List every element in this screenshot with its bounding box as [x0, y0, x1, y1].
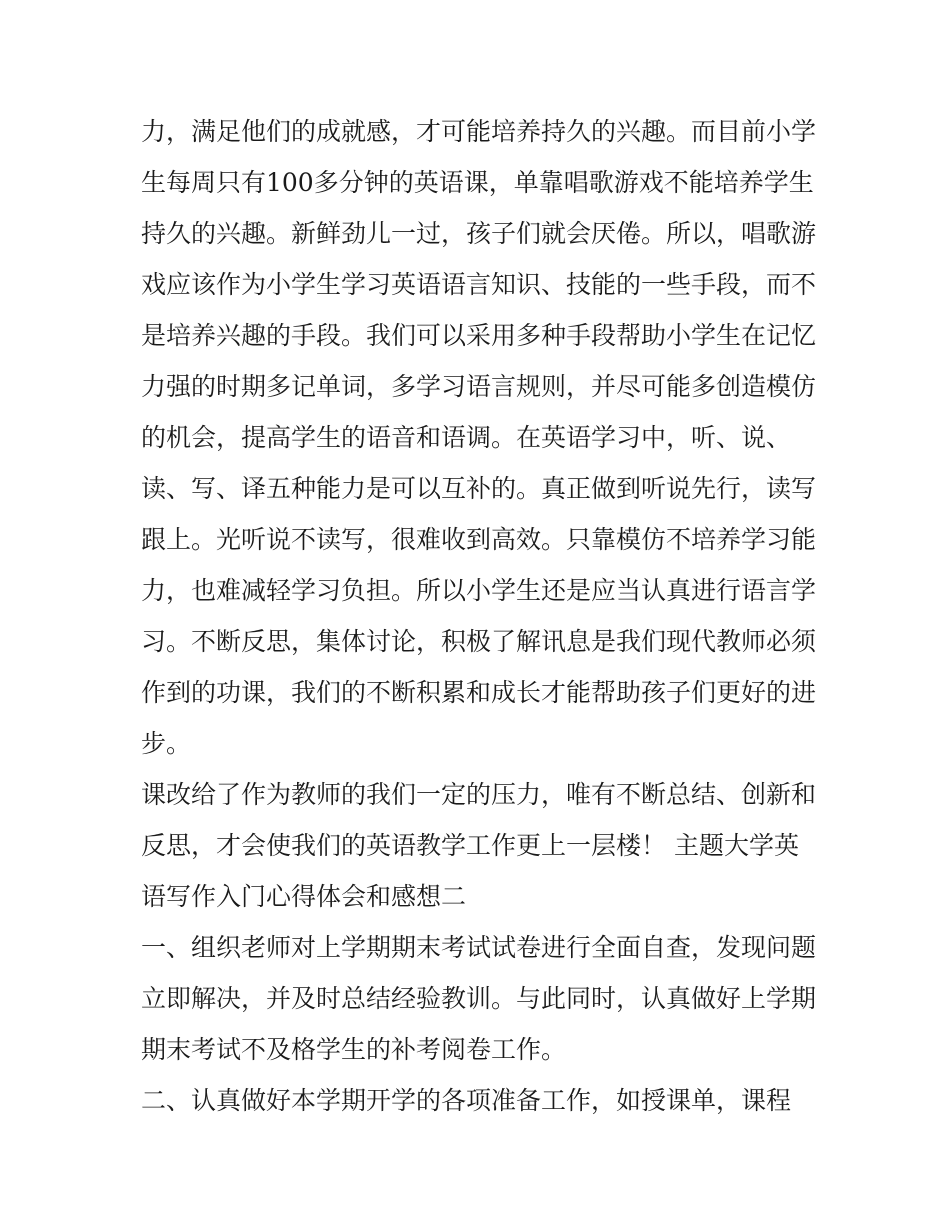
text-line: 力，也难减轻学习负担。所以小学生还是应当认真进行语言学 — [141, 576, 817, 605]
text-line: 生每周只有100多分钟的英语课，单靠唱歌游戏不能培养学生 — [141, 168, 814, 197]
text-line: 课改给了作为教师的我们一定的压力，唯有不断总结、创新和 — [141, 780, 817, 809]
text-line: 的机会，提高学生的语音和语调。在英语学习中，听、说、 — [141, 423, 792, 452]
text-line: 跟上。光听说不读写，很难收到高效。只靠模仿不培养学习能 — [141, 525, 817, 554]
text-line: 立即解决，并及时总结经验教训。与此同时，认真做好上学期 — [141, 984, 817, 1013]
text-line: 步。 — [141, 729, 192, 758]
text-line: 力，满足他们的成就感，才可能培养持久的兴趣。而目前小学 — [141, 117, 817, 146]
paragraph-2 — [141, 769, 817, 922]
paragraph-3 — [141, 922, 817, 1075]
text-line: 语写作入门心得体会和感想二 — [141, 882, 467, 911]
text-line: 一、组织老师对上学期期末考试试卷进行全面自查，发现问题 — [141, 933, 817, 962]
text-line: 作到的功课，我们的不断积累和成长才能帮助孩子们更好的进 — [141, 678, 817, 707]
text-line: 读、写、译五种能力是可以互补的。真正做到听说先行，读写 — [141, 474, 817, 503]
paragraph-1 — [141, 106, 817, 769]
text-line: 持久的兴趣。新鲜劲儿一过，孩子们就会厌倦。所以，唱歌游 — [141, 219, 817, 248]
text-line: 习。不断反思，集体讨论，积极了解讯息是我们现代教师必须 — [141, 627, 817, 656]
text-line: 是培养兴趣的手段。我们可以采用多种手段帮助小学生在记忆 — [141, 321, 817, 350]
text-line: 力强的时期多记单词，多学习语言规则，并尽可能多创造模仿 — [141, 372, 817, 401]
text-line: 戏应该作为小学生学习英语语言知识、技能的一些手段，而不 — [141, 270, 817, 299]
text-line: 反思，才会使我们的英语教学工作更上一层楼！ 主题大学英 — [141, 831, 799, 860]
document-body — [141, 106, 817, 1126]
paragraph-4 — [141, 1075, 817, 1126]
text-line: 二、认真做好本学期开学的各项准备工作，如授课单，课程 — [141, 1086, 792, 1115]
text-line: 期末考试不及格学生的补考阅卷工作。 — [141, 1035, 567, 1064]
